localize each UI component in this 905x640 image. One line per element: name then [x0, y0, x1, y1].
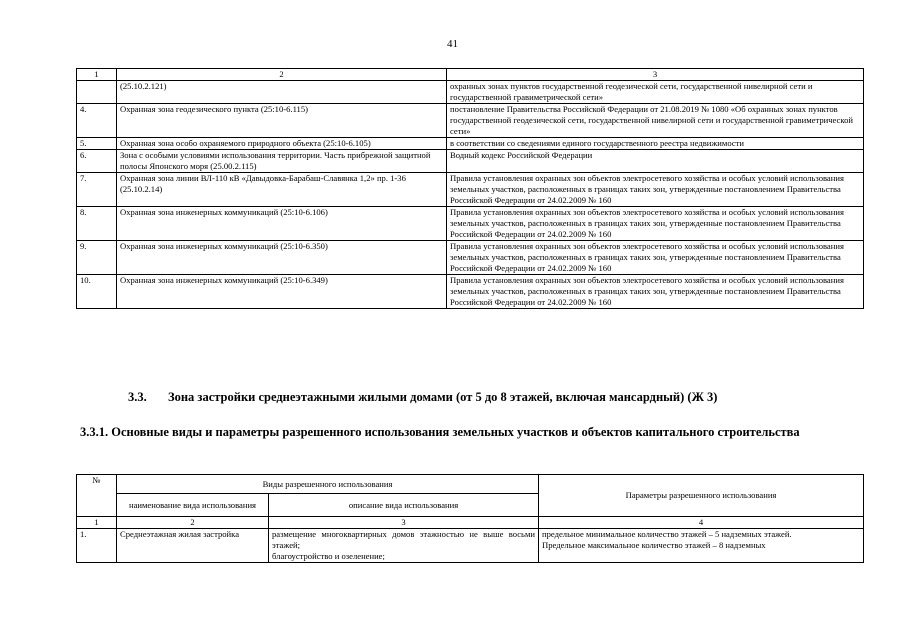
use-params	[539, 529, 864, 563]
header-params: Параметры разрешенного использования	[539, 475, 864, 517]
legal-basis: Правила установления охранных зон объектов электросетевого хозяйства и особых условий использования земельных участков, расположенных в границах таких зон, утвержденные постановлением Правительства Российской Федерации от 24.02.2009 № 160	[447, 275, 864, 309]
table-row	[77, 241, 864, 275]
legal-basis: постановление Правительства Российской Федерации от 21.08.2019 № 1080 «Об охранных зонах пунктов государственной геодезической сети, государственной нивелирной сети и государственной гравиметрической сети»	[447, 104, 864, 138]
params-line: предельное минимальное количество этажей – 5 надземных этажей.	[542, 529, 792, 539]
zone-name: Зона с особыми условиями использования территории. Часть прибрежной защитной полосы Японского моря (25.00.2.115)	[117, 150, 447, 173]
table-row	[77, 81, 864, 104]
zone-name: (25.10.2.121)	[117, 81, 447, 104]
page-number: 41	[447, 38, 458, 50]
restriction-zones-table	[76, 68, 864, 309]
zone-name: Охранная зона геодезического пункта (25:10-6.115)	[117, 104, 447, 138]
row-number: 6.	[77, 150, 117, 173]
header-use-description: описание вида использования	[269, 494, 539, 517]
permitted-use-table	[76, 474, 864, 563]
use-name: Среднеэтажная жилая застройка	[117, 529, 269, 563]
row-number: 5.	[77, 138, 117, 150]
column-index-cell: 2	[117, 69, 447, 81]
index-cell: 3	[269, 517, 539, 529]
section-title: Зона застройки среднеэтажными жилыми домами (от 5 до 8 этажей, включая мансардный) (Ж 3)	[168, 390, 718, 404]
row-number: 4.	[77, 104, 117, 138]
row-number: 10.	[77, 275, 117, 309]
params-line: Предельное максимальное количество этажей – 8 надземных	[542, 540, 766, 550]
index-cell: 4	[539, 517, 864, 529]
legal-basis: охранных зонах пунктов государственной геодезической сети, государственной нивелирной сети и государственной гравиметрической сети»	[447, 81, 864, 104]
zone-name: Охранная зона особо охраняемого природного объекта (25:10-6.105)	[117, 138, 447, 150]
section-3-3-heading	[128, 390, 717, 405]
table-row	[77, 150, 864, 173]
description-line: размещение многоквартирных домов этажностью не выше восьми этажей;	[272, 529, 536, 550]
index-cell: 2	[117, 517, 269, 529]
column-index-cell: 3	[447, 69, 864, 81]
section-3-3-1-heading: 3.3.1. Основные виды и параметры разрешенного использования земельных участков и объектов капитального строительства	[80, 425, 800, 439]
header-use-types: Виды разрешенного использования	[117, 475, 539, 494]
use-description	[269, 529, 539, 563]
header-number: №	[77, 475, 117, 517]
zone-name: Охранная зона линии ВЛ-110 кВ «Давыдовка-Барабаш-Славянка 1,2» пр. 1-36 (25.10.2.14)	[117, 173, 447, 207]
description-line: благоустройство и озеленение;	[272, 551, 385, 561]
legal-basis: Водный кодекс Российской Федерации	[447, 150, 864, 173]
zone-name: Охранная зона инженерных коммуникаций (25:10-6.350)	[117, 241, 447, 275]
row-number	[77, 81, 117, 104]
column-index-cell: 1	[77, 69, 117, 81]
row-number: 8.	[77, 207, 117, 241]
zone-name: Охранная зона инженерных коммуникаций (25:10-6.106)	[117, 207, 447, 241]
legal-basis: Правила установления охранных зон объектов электросетевого хозяйства и особых условий использования земельных участков, расположенных в границах таких зон, утвержденные постановлением Правительства Российской Федерации от 24.02.2009 № 160	[447, 173, 864, 207]
table-row	[77, 173, 864, 207]
header-use-name: наименование вида использования	[117, 494, 269, 517]
zone-name: Охранная зона инженерных коммуникаций (25:10-6.349)	[117, 275, 447, 309]
row-number: 1.	[77, 529, 117, 563]
row-number: 9.	[77, 241, 117, 275]
table-row	[77, 138, 864, 150]
table-row	[77, 275, 864, 309]
legal-basis: Правила установления охранных зон объектов электросетевого хозяйства и особых условий использования земельных участков, расположенных в границах таких зон, утвержденные постановлением Правительства Российской Федерации от 24.02.2009 № 160	[447, 207, 864, 241]
row-number: 7.	[77, 173, 117, 207]
table-row	[77, 207, 864, 241]
index-cell: 1	[77, 517, 117, 529]
section-number: 3.3.	[128, 390, 147, 404]
legal-basis: в соответствии со сведениями единого государственного реестра недвижимости	[447, 138, 864, 150]
legal-basis: Правила установления охранных зон объектов электросетевого хозяйства и особых условий использования земельных участков, расположенных в границах таких зон, утвержденные постановлением Правительства Российской Федерации от 24.02.2009 № 160	[447, 241, 864, 275]
table-row	[77, 104, 864, 138]
